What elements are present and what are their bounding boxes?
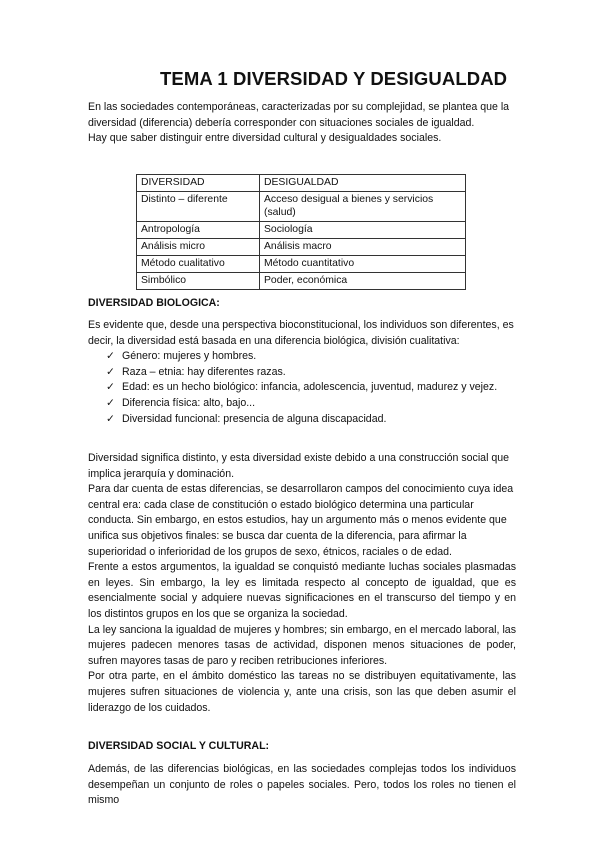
list-item xyxy=(106,380,516,396)
intro-paragraph-2: Hay que saber distinguir entre diversidad cultural y desigualdades sociales. xyxy=(88,132,442,145)
list-item-text: Diversidad funcional: presencia de alguna discapacidad. xyxy=(122,412,387,425)
table-cell: Método cuantitativo xyxy=(260,256,466,273)
checkmark-icon: ✓ xyxy=(106,365,115,378)
list-item xyxy=(106,412,516,428)
list-item-text: Diferencia física: alto, bajo... xyxy=(122,396,256,409)
page-title: TEMA 1 DIVERSIDAD Y DESIGUALDAD xyxy=(160,68,508,89)
list-item xyxy=(106,396,516,412)
checkmark-icon: ✓ xyxy=(106,350,115,363)
diversity-paragraph-4: La ley sanciona la igualdad de mujeres y hombres; sin embargo, en el mercado laboral, las mujeres padecen menores tasas de actividad, disponen menos situaciones de poder, sufren mayores tasas de paro y reciben retribuciones inferiores. xyxy=(88,623,516,667)
list-item-text: Edad: es un hecho biológico: infancia, adolescencia, juventud, madurez y vejez. xyxy=(122,381,498,394)
table-cell: Poder, económica xyxy=(260,273,466,290)
section-heading-social-cultural: DIVERSIDAD SOCIAL Y CULTURAL: xyxy=(88,740,270,752)
bio-checklist xyxy=(88,349,516,427)
table-cell: Acceso desigual a bienes y servicios (salud) xyxy=(260,192,466,222)
checkmark-icon: ✓ xyxy=(106,412,115,425)
table-row xyxy=(137,256,466,273)
table-cell: Antropología xyxy=(137,222,260,239)
list-item xyxy=(106,349,516,365)
diversity-paragraph-2: Para dar cuenta de estas diferencias, se desarrollaron campos del conocimiento cuya idea central era: cada clase de constitución o estado biológico determina una particular conducta. Sin embargo, en estos estudios, hay un argumento más o menos evidente que unifica sus objetivos finales: se busca dar cuenta de la diferencia, para afirmar la superioridad o inferioridad de los grupos de sexo, étnicos, raciales o de edad. xyxy=(88,483,514,558)
table-cell: Método cualitativo xyxy=(137,256,260,273)
diversity-paragraph-1: Diversidad significa distinto, y esta diversidad existe debido a una construcción social que implica jerarquía y dominación. xyxy=(88,452,510,480)
table-row xyxy=(137,239,466,256)
list-item-text: Género: mujeres y hombres. xyxy=(122,350,257,363)
social-paragraph-1: Además, de las diferencias biológicas, en las sociedades complejas todos los individuos desempeñan un conjunto de roles o papeles sociales. Pero, todos los roles no tienen el mismo xyxy=(88,763,516,807)
comparison-table xyxy=(136,174,466,290)
diversity-paragraph-5: Por otra parte, en el ámbito doméstico las tareas no se distribuyen equitativamente, las mujeres sufren situaciones de violencia y, ante una crisis, son las que deben asumir el liderazgo de los cuidados. xyxy=(88,670,516,714)
table-header-desigualdad: DESIGUALDAD xyxy=(260,175,466,192)
table-cell: Análisis macro xyxy=(260,239,466,256)
diversity-paragraph-3: Frente a estos argumentos, la igualdad se conquistó mediante luchas sociales plasmadas en leyes. Sin embargo, la ley es limitada respecto al concepto de igualdad, que es esencialmente social y adquiere nuevas significaciones en el transcurso del tiempo y en los distintos grupos en los que se organiza la sociedad. xyxy=(88,561,516,620)
list-item-text: Raza – etnia: hay diferentes razas. xyxy=(122,365,286,378)
table-cell: Sociología xyxy=(260,222,466,239)
checkmark-icon: ✓ xyxy=(106,396,115,409)
intro-section xyxy=(88,100,516,147)
section-social-cultural xyxy=(88,762,516,809)
table-cell: Simbólico xyxy=(137,273,260,290)
table-row xyxy=(137,273,466,290)
section-heading-biologica: DIVERSIDAD BIOLOGICA: xyxy=(88,297,220,309)
list-item xyxy=(106,365,516,381)
table-row xyxy=(137,222,466,239)
table-cell: Análisis micro xyxy=(137,239,260,256)
section-diversidad-text xyxy=(88,451,516,716)
table-header-row xyxy=(137,175,466,192)
checkmark-icon: ✓ xyxy=(106,381,115,394)
table-header-diversidad: DIVERSIDAD xyxy=(137,175,260,192)
table-cell: Distinto – diferente xyxy=(137,192,260,222)
section-biologica xyxy=(88,318,516,427)
intro-paragraph-1: En las sociedades contemporáneas, caracterizadas por su complejidad, se plantea que la diversidad (diferencia) debería corresponder con situaciones sociales de igualdad. xyxy=(88,101,510,129)
table-row xyxy=(137,192,466,222)
bio-paragraph-1: Es evidente que, desde una perspectiva bioconstitucional, los individuos son diferentes, es decir, la diversidad está basada en una diferencia biológica, división cualitativa: xyxy=(88,319,514,347)
